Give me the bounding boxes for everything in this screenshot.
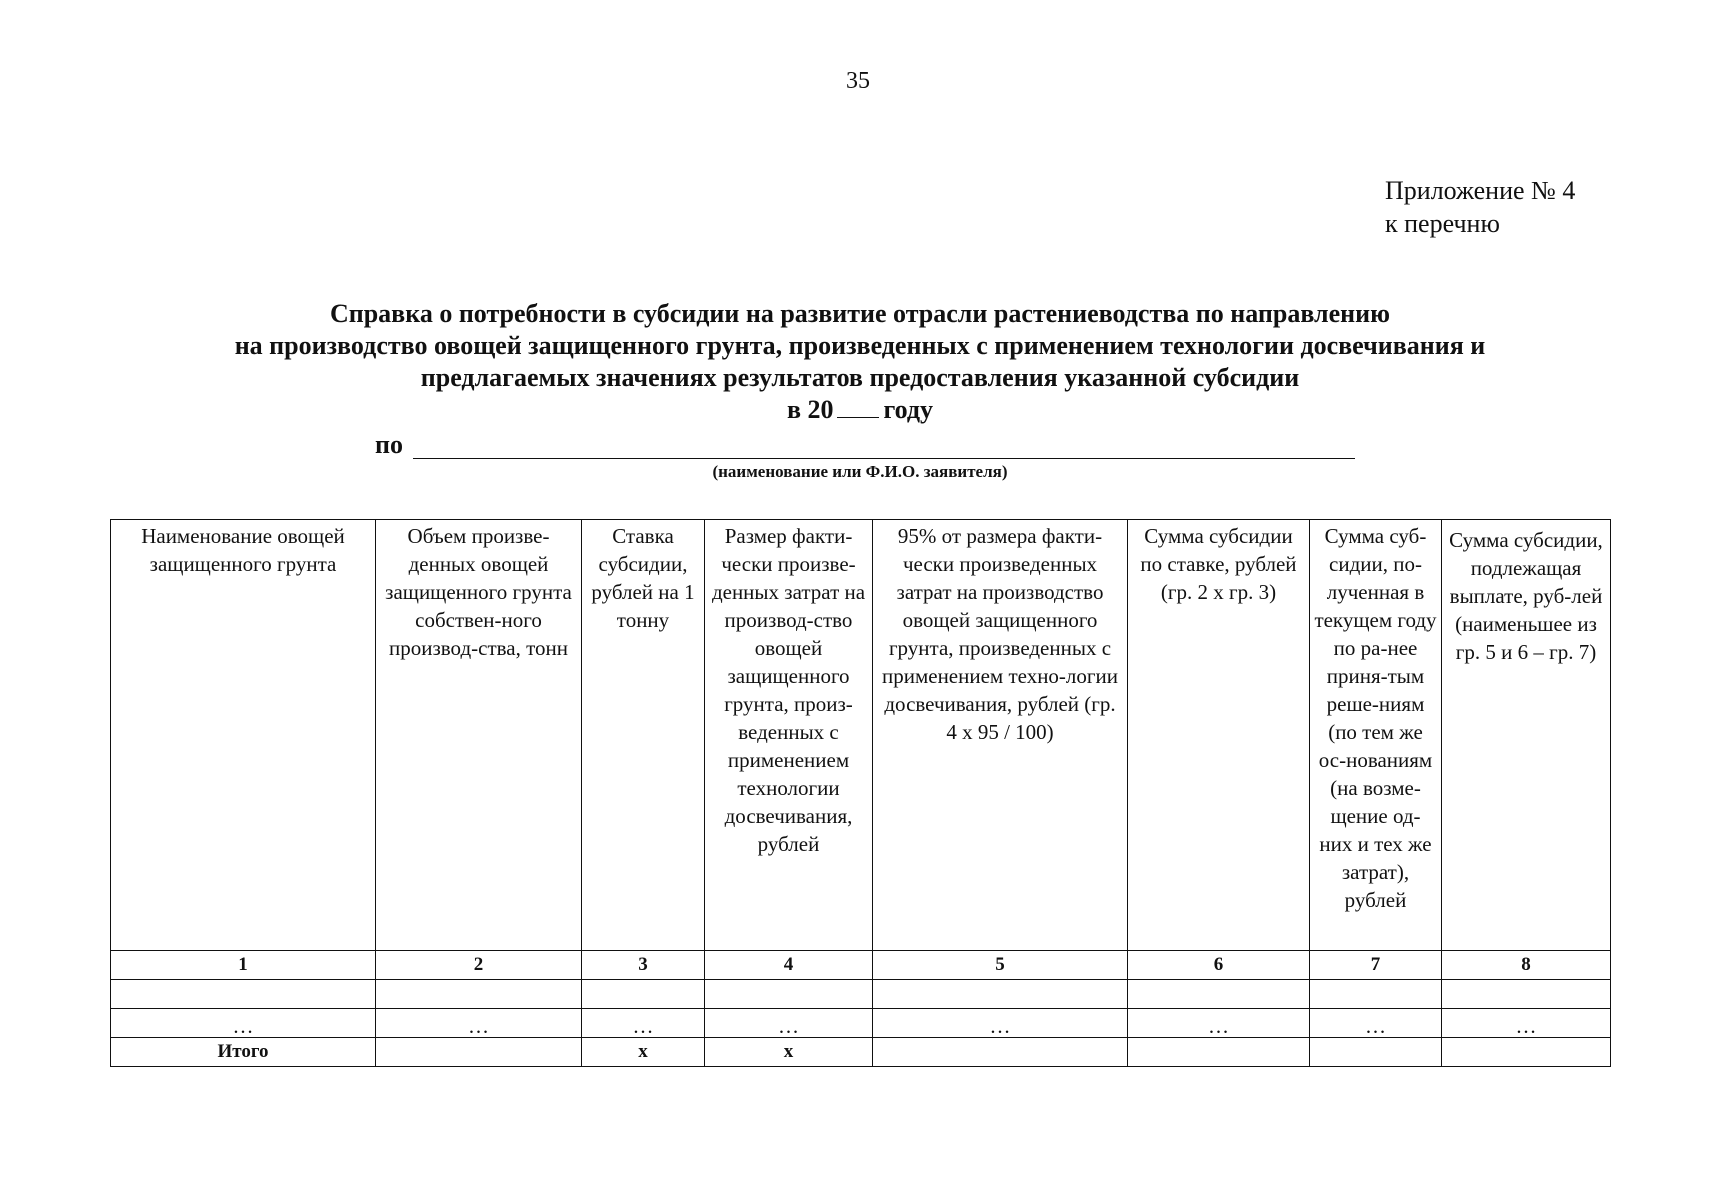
applicant-prefix: по [375, 430, 403, 459]
table-cell: … [376, 1009, 582, 1038]
year-line [120, 394, 1600, 426]
table-cell: … [111, 1009, 376, 1038]
table-cell[interactable] [705, 980, 873, 1009]
total-cell: х [582, 1038, 705, 1067]
appendix-line-1: Приложение № 4 [1385, 176, 1576, 205]
title-line-2: на производство овощей защищенного грунта, произведенных с применением технологии досвечивания и [234, 331, 1486, 360]
appendix-line-2: к перечню [1385, 209, 1500, 238]
header-cell: Наименование овощей защищенного грунта [111, 520, 376, 951]
appendix-label [1385, 174, 1575, 240]
applicant-caption: (наименование или Ф.И.О. заявителя) [712, 462, 1008, 481]
table-cell[interactable] [376, 980, 582, 1009]
column-number-cell: 1 [111, 951, 376, 980]
table-cell[interactable] [1128, 980, 1310, 1009]
header-cell: 95% от размера факти-чески произведенных затрат на производство овощей защищенного грунта, произведенных с применением техно-логии досвечивания, рублей (гр. 4 х 95 / 100) [873, 520, 1128, 951]
total-cell: х [705, 1038, 873, 1067]
table-row-ellipsis [111, 1009, 1611, 1038]
applicant-name-field[interactable] [413, 458, 1355, 459]
header-cell: Ставка субсидии, рублей на 1 тонну [582, 520, 705, 951]
table-cell[interactable] [1442, 980, 1611, 1009]
column-number-cell: 6 [1128, 951, 1310, 980]
column-number-cell: 7 [1310, 951, 1442, 980]
table-header-row [111, 520, 1611, 951]
column-number-cell: 5 [873, 951, 1128, 980]
column-number-cell: 8 [1442, 951, 1611, 980]
year-blank-field[interactable] [837, 395, 879, 418]
table-cell: … [1442, 1009, 1611, 1038]
column-number-cell: 3 [582, 951, 705, 980]
table-cell: … [582, 1009, 705, 1038]
header-cell: Сумма субсидии, подлежащая выплате, руб-лей (наименьшее из гр. 5 и 6 – гр. 7) [1442, 520, 1611, 951]
total-cell[interactable] [873, 1038, 1128, 1067]
header-cell: Объем произве-денных овощей защищенного грунта собствен-ного производ-ства, тонн [376, 520, 582, 951]
table-cell: … [1310, 1009, 1442, 1038]
table-cell[interactable] [582, 980, 705, 1009]
year-prefix: в 20 [786, 395, 834, 424]
total-cell[interactable] [1128, 1038, 1310, 1067]
total-row [111, 1038, 1611, 1067]
subsidy-table [110, 519, 1611, 1067]
table-cell[interactable] [1310, 980, 1442, 1009]
header-cell: Размер факти-чески произве-денных затрат на производ-ство овощей защищенного грунта, произ-веденных с применением технологии досвечивания, рублей [705, 520, 873, 951]
header-cell: Сумма суб-сидии, по-лученная в текущем году по ра-нее приня-тым реше-ниям (по тем же ос-нованиям (на возме-щение од-них и тех же затрат), рублей [1310, 520, 1442, 951]
table-cell: … [1128, 1009, 1310, 1038]
document-title [120, 298, 1600, 426]
total-cell[interactable] [1310, 1038, 1442, 1067]
table-cell: … [705, 1009, 873, 1038]
table-cell: … [873, 1009, 1128, 1038]
table-row [111, 980, 1611, 1009]
total-cell[interactable] [376, 1038, 582, 1067]
total-cell[interactable] [1442, 1038, 1611, 1067]
header-cell: Сумма субсидии по ставке, рублей (гр. 2 х гр. 3) [1128, 520, 1310, 951]
applicant-row [375, 428, 1355, 464]
year-suffix: году [883, 395, 934, 424]
column-number-row [111, 951, 1611, 980]
page-number: 35 [846, 68, 870, 94]
total-label: Итого [111, 1038, 376, 1067]
table-cell[interactable] [873, 980, 1128, 1009]
table-cell[interactable] [111, 980, 376, 1009]
column-number-cell: 2 [376, 951, 582, 980]
title-line-3: предлагаемых значениях результатов предоставления указанной субсидии [420, 363, 1300, 392]
title-line-1: Справка о потребности в субсидии на развитие отрасли растениеводства по направлению [329, 299, 1391, 328]
column-number-cell: 4 [705, 951, 873, 980]
